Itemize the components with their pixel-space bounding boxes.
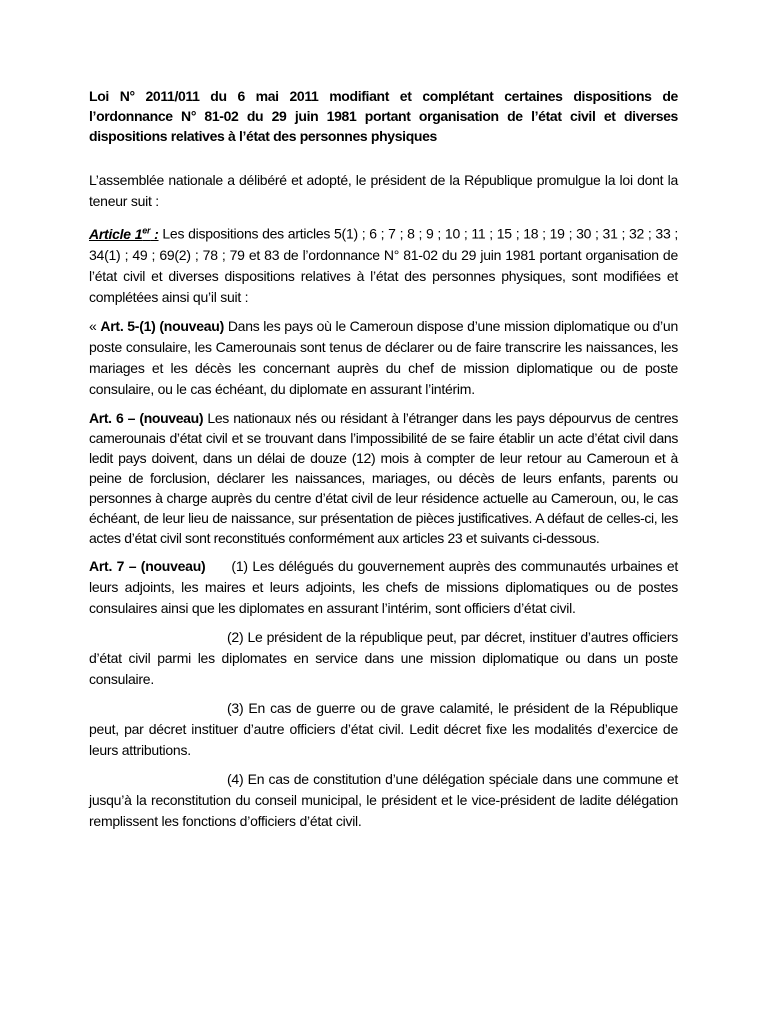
article-7-label: Art. 7 – (nouveau) — [89, 557, 206, 574]
article-1-text: Les dispositions des articles 5(1) ; 6 ; 7 ; 8 ; 9 ; 10 ; 11 ; 15 ; 18 ; 19 ; 30 ; 31 ; 32 ; 33 ; 34(1) ; 49 ; 69(2) ; 78 ; 79 et 83 de l’ordonnance N° 81-02 du 29 juin 1981 portant organisation de l’état civil et diverses dispositions relatives à l’état des personnes physiques, sont modifiées et complétées ainsi qu’il suit : — [89, 225, 678, 305]
article-7-paragraph-1 — [89, 556, 678, 619]
article-1-label-sup: er — [142, 225, 151, 235]
article-7-paragraph-2: (2) Le président de la république peut, par décret, instituer d’autres officiers d’état civil parmi les diplomates en service dans une mission diplomatique ou dans un poste consulaire. — [89, 628, 678, 687]
article-1 — [89, 220, 678, 308]
article-1-label-colon: : — [150, 225, 159, 242]
article-1-label — [89, 226, 159, 242]
article-6-text: Les nationaux nés ou résidant à l’étranger dans les pays dépourvus de centres camerounais d’état civil et se trouvant dans l’impossibilité de se faire établir un acte d’état civil dans ledit pays doivent, dans un délai de douze (12) mois à compter de leur retour au Cameroun et à peine de forclusion, déclarer les naissances, mariages, ou décès de leurs enfants, parents ou personnes à charge auprès du centre d’état civil de leur résidence actuelle au Cameroun, ou, le cas échéant, de leur lieu de naissance, sur présentation de pièces justificatives. A défaut de celles-ci, les actes d’état civil sont reconstitués conformément aux articles 23 et suivants ci-dessous. — [89, 409, 678, 546]
article-5-text: Dans les pays où le Cameroun dispose d’une mission diplomatique ou d’un poste consulaire, les Camerounais sont tenus de déclarer ou de faire transcrire les naissances, les mariages et les décès les concernant auprès du chef de mission diplomatique ou de poste consulaire, ou le cas échéant, du diplomate en assurant l’intérim. — [89, 317, 678, 397]
article-7-paragraph-4: (4) En cas de constitution d’une délégation spéciale dans une commune et jusqu’à la reconstitution du conseil municipal, le président et le vice-président de ladite délégation remplissent les fonctions d’officiers d’état civil. — [89, 770, 678, 829]
article-1-label-main: Article 1 — [89, 225, 143, 242]
article-7-paragraph-3: (3) En cas de guerre ou de grave calamité, le président de la République peut, par décret instituer d’autre officiers d’état civil. Ledit décret fixe les modalités d’exercice de leurs attributions. — [89, 699, 678, 758]
article-5-label: Art. 5-(1) (nouveau) — [100, 317, 225, 334]
article-6 — [89, 408, 678, 548]
article-7-p1-text: (1) Les délégués du gouvernement auprès des communautés urbaines et leurs adjoints, les maires et leurs adjoints, les chefs de missions diplomatiques ou de postes consulaires ainsi que les diplomates en assurant l’intérim, sont officiers d’état civil. — [89, 557, 678, 616]
document-page — [89, 86, 678, 840]
document-title: Loi N° 2011/011 du 6 mai 2011 modifiant et complétant certaines dispositions de l’ordonnance N° 81-02 du 29 juin 1981 portant organisation de l’état civil et diverses dispositions relatives à l’état des personnes physiques — [89, 88, 678, 144]
article-5-quote: « — [89, 317, 101, 334]
article-5 — [89, 316, 678, 400]
article-6-label: Art. 6 – (nouveau) — [89, 409, 204, 426]
preamble: L’assemblée nationale a délibéré et adopté, le président de la République promulgue la loi dont la teneur suit : — [89, 172, 678, 209]
